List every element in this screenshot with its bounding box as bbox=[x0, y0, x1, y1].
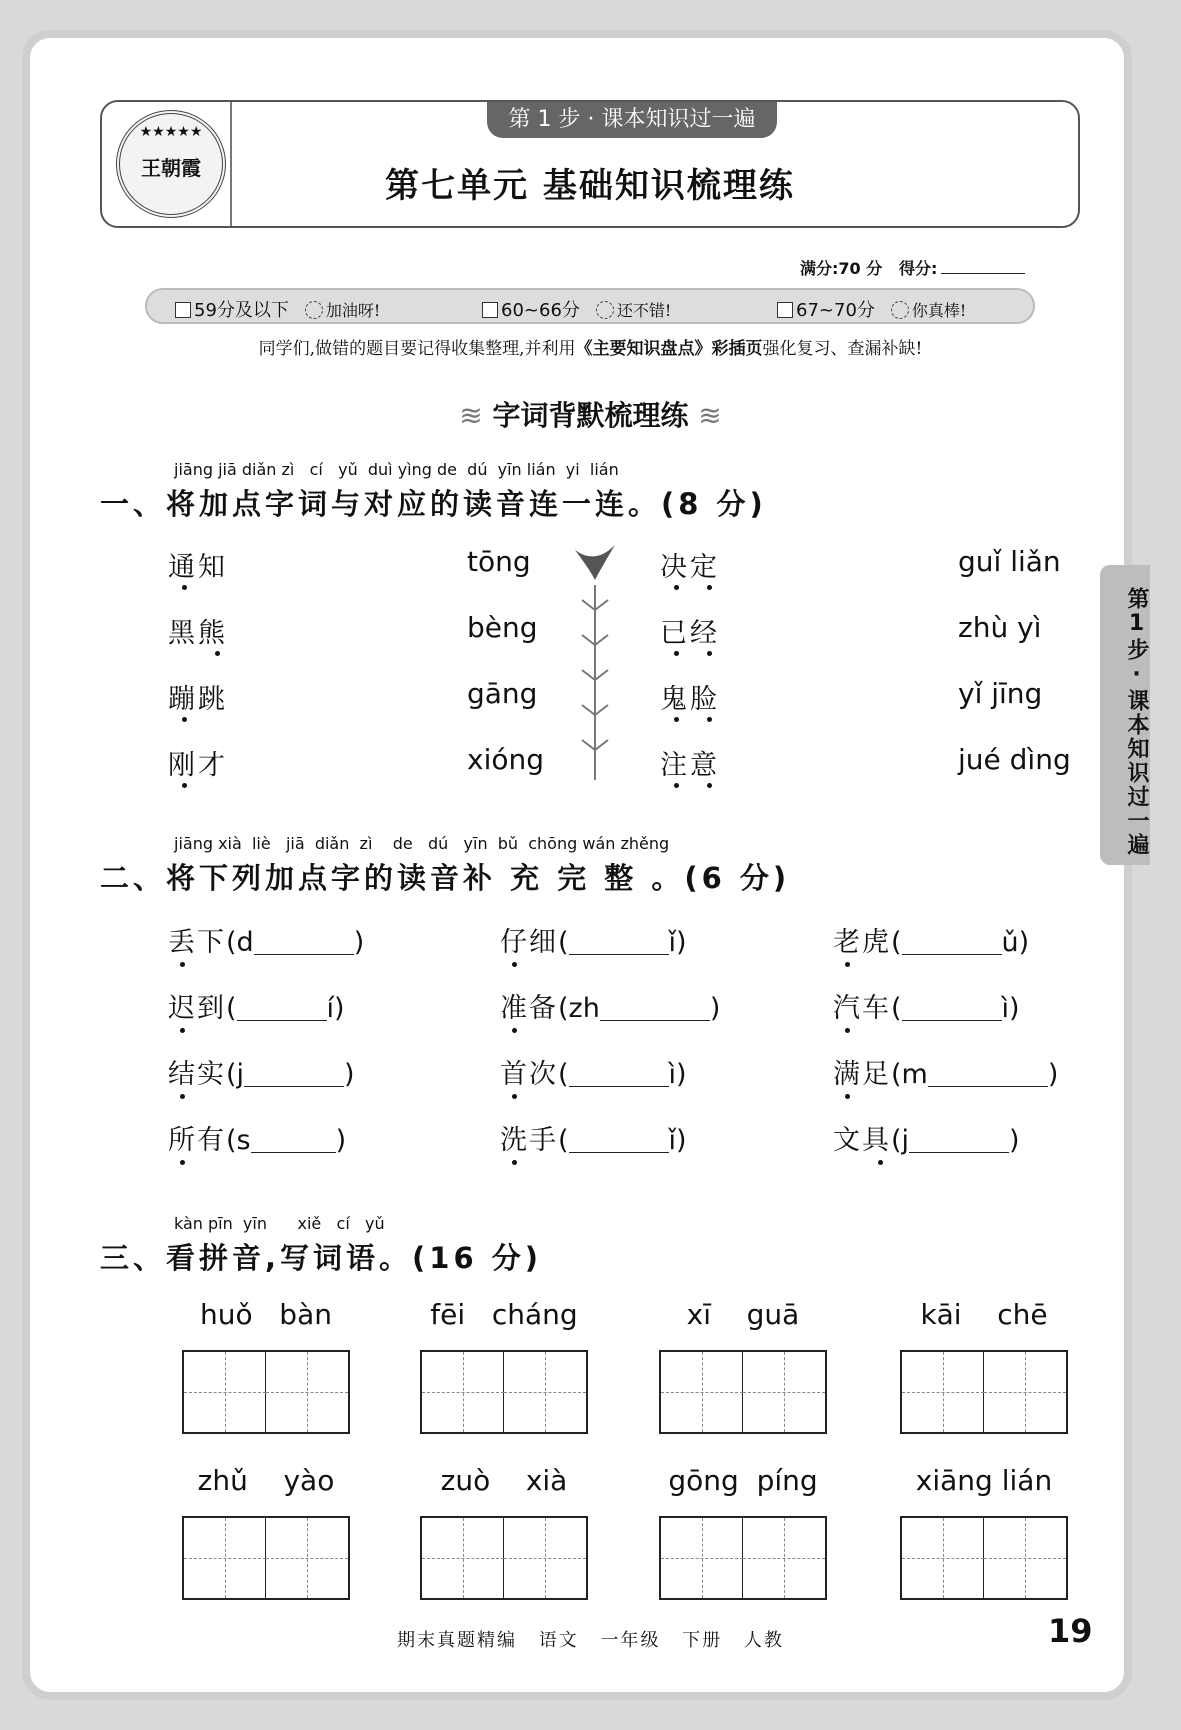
star-icon: ★★★★★ bbox=[139, 124, 203, 140]
fill-word: 满足 bbox=[833, 1059, 891, 1090]
emphasis-dot bbox=[180, 1028, 185, 1033]
step-tab: 第 1 步 · 课本知识过一遍 bbox=[487, 102, 777, 138]
q1-title: 一、将加点字词与对应的读音连一连。(8 分) bbox=[100, 487, 767, 521]
fill-word: 迟到 bbox=[168, 993, 226, 1024]
answer-blank[interactable] bbox=[237, 995, 327, 1021]
emphasis-dot bbox=[180, 1094, 185, 1099]
score-label: 得分: bbox=[898, 259, 938, 278]
grid-pinyin: kāi chē bbox=[920, 1298, 1048, 1331]
answer-blank[interactable] bbox=[909, 1127, 1009, 1153]
fill-word: 洗手 bbox=[500, 1125, 558, 1156]
writing-cell[interactable] bbox=[504, 1518, 586, 1598]
emphasis-dot bbox=[674, 651, 679, 656]
fill-item bbox=[168, 986, 345, 1025]
q3-title: 三、看拼音,写词语。(16 分) bbox=[100, 1241, 542, 1275]
score-band bbox=[145, 288, 1035, 324]
writing-cell[interactable] bbox=[661, 1352, 743, 1432]
emphasis-dot bbox=[707, 783, 712, 788]
answer-blank[interactable] bbox=[569, 1127, 669, 1153]
emphasis-dot bbox=[182, 585, 187, 590]
matching-pinyin: yǐ jīng bbox=[958, 677, 1043, 710]
fill-item bbox=[168, 1118, 346, 1157]
matching-word: 通知 bbox=[168, 552, 228, 583]
answer-blank[interactable] bbox=[254, 929, 354, 955]
q3-pinyin: kàn pīn yīn xiě cí yǔ bbox=[174, 1214, 385, 1233]
fill-prefix: ( bbox=[226, 993, 237, 1024]
matching-word: 已经 bbox=[660, 618, 720, 649]
fill-prefix: ( bbox=[558, 1059, 569, 1090]
tianzige-grid[interactable] bbox=[659, 1516, 827, 1600]
matching-word: 蹦跳 bbox=[168, 684, 228, 715]
full-score: 满分:70 分 bbox=[800, 259, 883, 278]
matching-pinyin: zhù yì bbox=[958, 611, 1042, 644]
section-title: ≋ 字词背默梳理练 ≋ bbox=[459, 399, 722, 432]
tianzige-grid[interactable] bbox=[182, 1350, 350, 1434]
writing-cell[interactable] bbox=[661, 1518, 743, 1598]
emphasis-dot bbox=[180, 1160, 185, 1165]
emphasis-dot bbox=[512, 1028, 517, 1033]
fill-item bbox=[833, 1052, 1058, 1091]
emphasis-dot bbox=[674, 783, 679, 788]
score-line bbox=[800, 256, 1025, 279]
q2-title: 二、将下列加点字的读音补 充 完 整 。(6 分) bbox=[100, 861, 791, 895]
fill-prefix: (d bbox=[226, 927, 254, 958]
fill-prefix: ( bbox=[891, 927, 902, 958]
writing-cell[interactable] bbox=[743, 1518, 825, 1598]
fill-suffix: ) bbox=[353, 927, 365, 958]
face-icon bbox=[596, 301, 614, 319]
score-range-low: 59分及以下 加油呀! bbox=[175, 296, 380, 322]
answer-blank[interactable] bbox=[902, 995, 1002, 1021]
emphasis-dot bbox=[512, 962, 517, 967]
fill-suffix: ) bbox=[1047, 1059, 1059, 1090]
writing-cell[interactable] bbox=[422, 1518, 504, 1598]
score-range-mid: 60~66分 还不错! bbox=[482, 296, 671, 322]
matching-word: 刚才 bbox=[168, 750, 228, 781]
grid-pinyin: zuò xià bbox=[440, 1464, 568, 1497]
grid-pinyin: huǒ bàn bbox=[199, 1298, 332, 1331]
fill-item bbox=[833, 986, 1020, 1025]
fill-word: 老虎 bbox=[833, 927, 891, 958]
fill-suffix: ǔ) bbox=[1001, 927, 1030, 958]
checkbox-icon[interactable] bbox=[777, 302, 793, 318]
emphasis-dot bbox=[878, 1160, 883, 1165]
fill-item bbox=[500, 1052, 687, 1091]
fill-prefix: (s bbox=[226, 1125, 251, 1156]
emphasis-dot bbox=[512, 1160, 517, 1165]
footer-text: 期末真题精编 语文 一年级 下册 人教 bbox=[397, 1630, 784, 1651]
score-range-high: 67~70分 你真棒! bbox=[777, 296, 966, 322]
tianzige-grid[interactable] bbox=[420, 1350, 588, 1434]
writing-cell[interactable] bbox=[984, 1518, 1066, 1598]
fill-prefix: (j bbox=[891, 1125, 910, 1156]
grid-pinyin: zhǔ yào bbox=[197, 1464, 335, 1497]
writing-cell[interactable] bbox=[422, 1352, 504, 1432]
fill-suffix: ì) bbox=[668, 1059, 687, 1090]
emphasis-dot bbox=[845, 1028, 850, 1033]
tianzige-grid[interactable] bbox=[659, 1350, 827, 1434]
matching-word: 注意 bbox=[660, 750, 720, 781]
answer-blank[interactable] bbox=[569, 929, 669, 955]
emphasis-dot bbox=[182, 717, 187, 722]
fill-item bbox=[500, 986, 720, 1025]
fill-word: 丢下 bbox=[168, 927, 226, 958]
face-icon bbox=[305, 301, 323, 319]
emphasis-dot bbox=[707, 651, 712, 656]
emphasis-dot bbox=[215, 651, 220, 656]
fill-word: 首次 bbox=[500, 1059, 558, 1090]
tianzige-grid[interactable] bbox=[420, 1516, 588, 1600]
tianzige-grid[interactable] bbox=[182, 1516, 350, 1600]
writing-cell[interactable] bbox=[504, 1352, 586, 1432]
q1-pinyin: jiāng jiā diǎn zì cí yǔ duì yìng de dú yīn lián yi lián bbox=[174, 460, 619, 479]
fill-prefix: (zh bbox=[558, 993, 600, 1024]
fill-suffix: ) bbox=[709, 993, 721, 1024]
fill-item bbox=[168, 920, 364, 959]
fill-prefix: ( bbox=[558, 927, 569, 958]
fill-word: 汽车 bbox=[833, 993, 891, 1024]
fill-suffix: ) bbox=[335, 1125, 347, 1156]
matching-word: 鬼脸 bbox=[660, 684, 720, 715]
matching-word: 决定 bbox=[660, 552, 720, 583]
matching-pinyin: guǐ liǎn bbox=[958, 545, 1061, 578]
fill-suffix: ) bbox=[1009, 1125, 1020, 1156]
writing-cell[interactable] bbox=[743, 1352, 825, 1432]
emphasis-dot bbox=[674, 585, 679, 590]
writing-cell[interactable] bbox=[184, 1518, 266, 1598]
fill-suffix: ) bbox=[344, 1059, 355, 1090]
answer-blank[interactable] bbox=[251, 1127, 336, 1153]
answer-blank[interactable] bbox=[569, 1061, 669, 1087]
fill-word: 文具 bbox=[833, 1125, 891, 1156]
emphasis-dot bbox=[707, 717, 712, 722]
fill-suffix: í) bbox=[326, 993, 345, 1024]
emphasis-dot bbox=[845, 962, 850, 967]
matching-pinyin: jué dìng bbox=[958, 743, 1071, 776]
fill-item bbox=[500, 1118, 687, 1157]
answer-blank[interactable] bbox=[902, 929, 1002, 955]
tianzige-grid[interactable] bbox=[900, 1516, 1068, 1600]
checkbox-icon[interactable] bbox=[482, 302, 498, 318]
writing-cell[interactable] bbox=[902, 1518, 984, 1598]
fill-word: 准备 bbox=[500, 993, 558, 1024]
q2-pinyin: jiāng xià liè jiā diǎn zì de dú yīn bǔ chōng wán zhěng bbox=[174, 834, 670, 853]
writing-cell[interactable] bbox=[266, 1352, 348, 1432]
fill-prefix: ( bbox=[558, 1125, 569, 1156]
matching-pinyin: xióng bbox=[467, 743, 544, 776]
fill-word: 所有 bbox=[168, 1125, 226, 1156]
checkbox-icon[interactable] bbox=[175, 302, 191, 318]
emphasis-dot bbox=[674, 717, 679, 722]
fill-item bbox=[833, 920, 1029, 959]
emphasis-dot bbox=[707, 585, 712, 590]
answer-blank[interactable] bbox=[928, 1061, 1048, 1087]
tianzige-grid[interactable] bbox=[900, 1350, 1068, 1434]
writing-cell[interactable] bbox=[266, 1518, 348, 1598]
emphasis-dot bbox=[180, 962, 185, 967]
answer-blank[interactable] bbox=[244, 1061, 344, 1087]
fill-suffix: ǐ) bbox=[668, 1125, 687, 1156]
writing-cell[interactable] bbox=[902, 1352, 984, 1432]
fill-prefix: (m bbox=[891, 1059, 928, 1090]
fill-suffix: ì) bbox=[1001, 993, 1020, 1024]
matching-word: 黑熊 bbox=[168, 618, 228, 649]
matching-pinyin: gāng bbox=[467, 677, 538, 710]
grid-pinyin: fēi cháng bbox=[430, 1298, 578, 1331]
emphasis-dot bbox=[182, 783, 187, 788]
fill-prefix: (j bbox=[226, 1059, 245, 1090]
swallow-decoration-icon bbox=[570, 540, 620, 790]
fill-word: 仔细 bbox=[500, 927, 558, 958]
logo-text: 王朝霞 bbox=[141, 156, 201, 180]
matching-pinyin: tōng bbox=[467, 545, 531, 578]
header-banner bbox=[100, 100, 1080, 228]
instruction-note: 同学们,做错的题目要记得收集整理,并利用《主要知识盘点》彩插页强化复习、查漏补缺! bbox=[258, 339, 923, 359]
fill-suffix: ǐ) bbox=[668, 927, 687, 958]
grid-pinyin: xī guā bbox=[686, 1298, 800, 1331]
fill-item bbox=[500, 920, 687, 959]
writing-cell[interactable] bbox=[184, 1352, 266, 1432]
grid-pinyin: xiāng lián bbox=[915, 1464, 1053, 1497]
matching-pinyin: bèng bbox=[467, 611, 538, 644]
emphasis-dot bbox=[845, 1094, 850, 1099]
fill-prefix: ( bbox=[891, 993, 902, 1024]
answer-blank[interactable] bbox=[600, 995, 710, 1021]
page-number: 19 bbox=[1048, 1612, 1093, 1650]
fill-item bbox=[168, 1052, 355, 1091]
fill-item bbox=[833, 1118, 1020, 1157]
writing-cell[interactable] bbox=[984, 1352, 1066, 1432]
page-title: 第七单元 基础知识梳理练 bbox=[385, 166, 795, 206]
score-blank bbox=[941, 273, 1025, 274]
face-icon bbox=[891, 301, 909, 319]
emphasis-dot bbox=[512, 1094, 517, 1099]
side-step-tab: 第1步·课本知识过一遍 bbox=[1100, 565, 1150, 865]
grid-pinyin: gōng píng bbox=[668, 1464, 818, 1497]
fill-word: 结实 bbox=[168, 1059, 226, 1090]
